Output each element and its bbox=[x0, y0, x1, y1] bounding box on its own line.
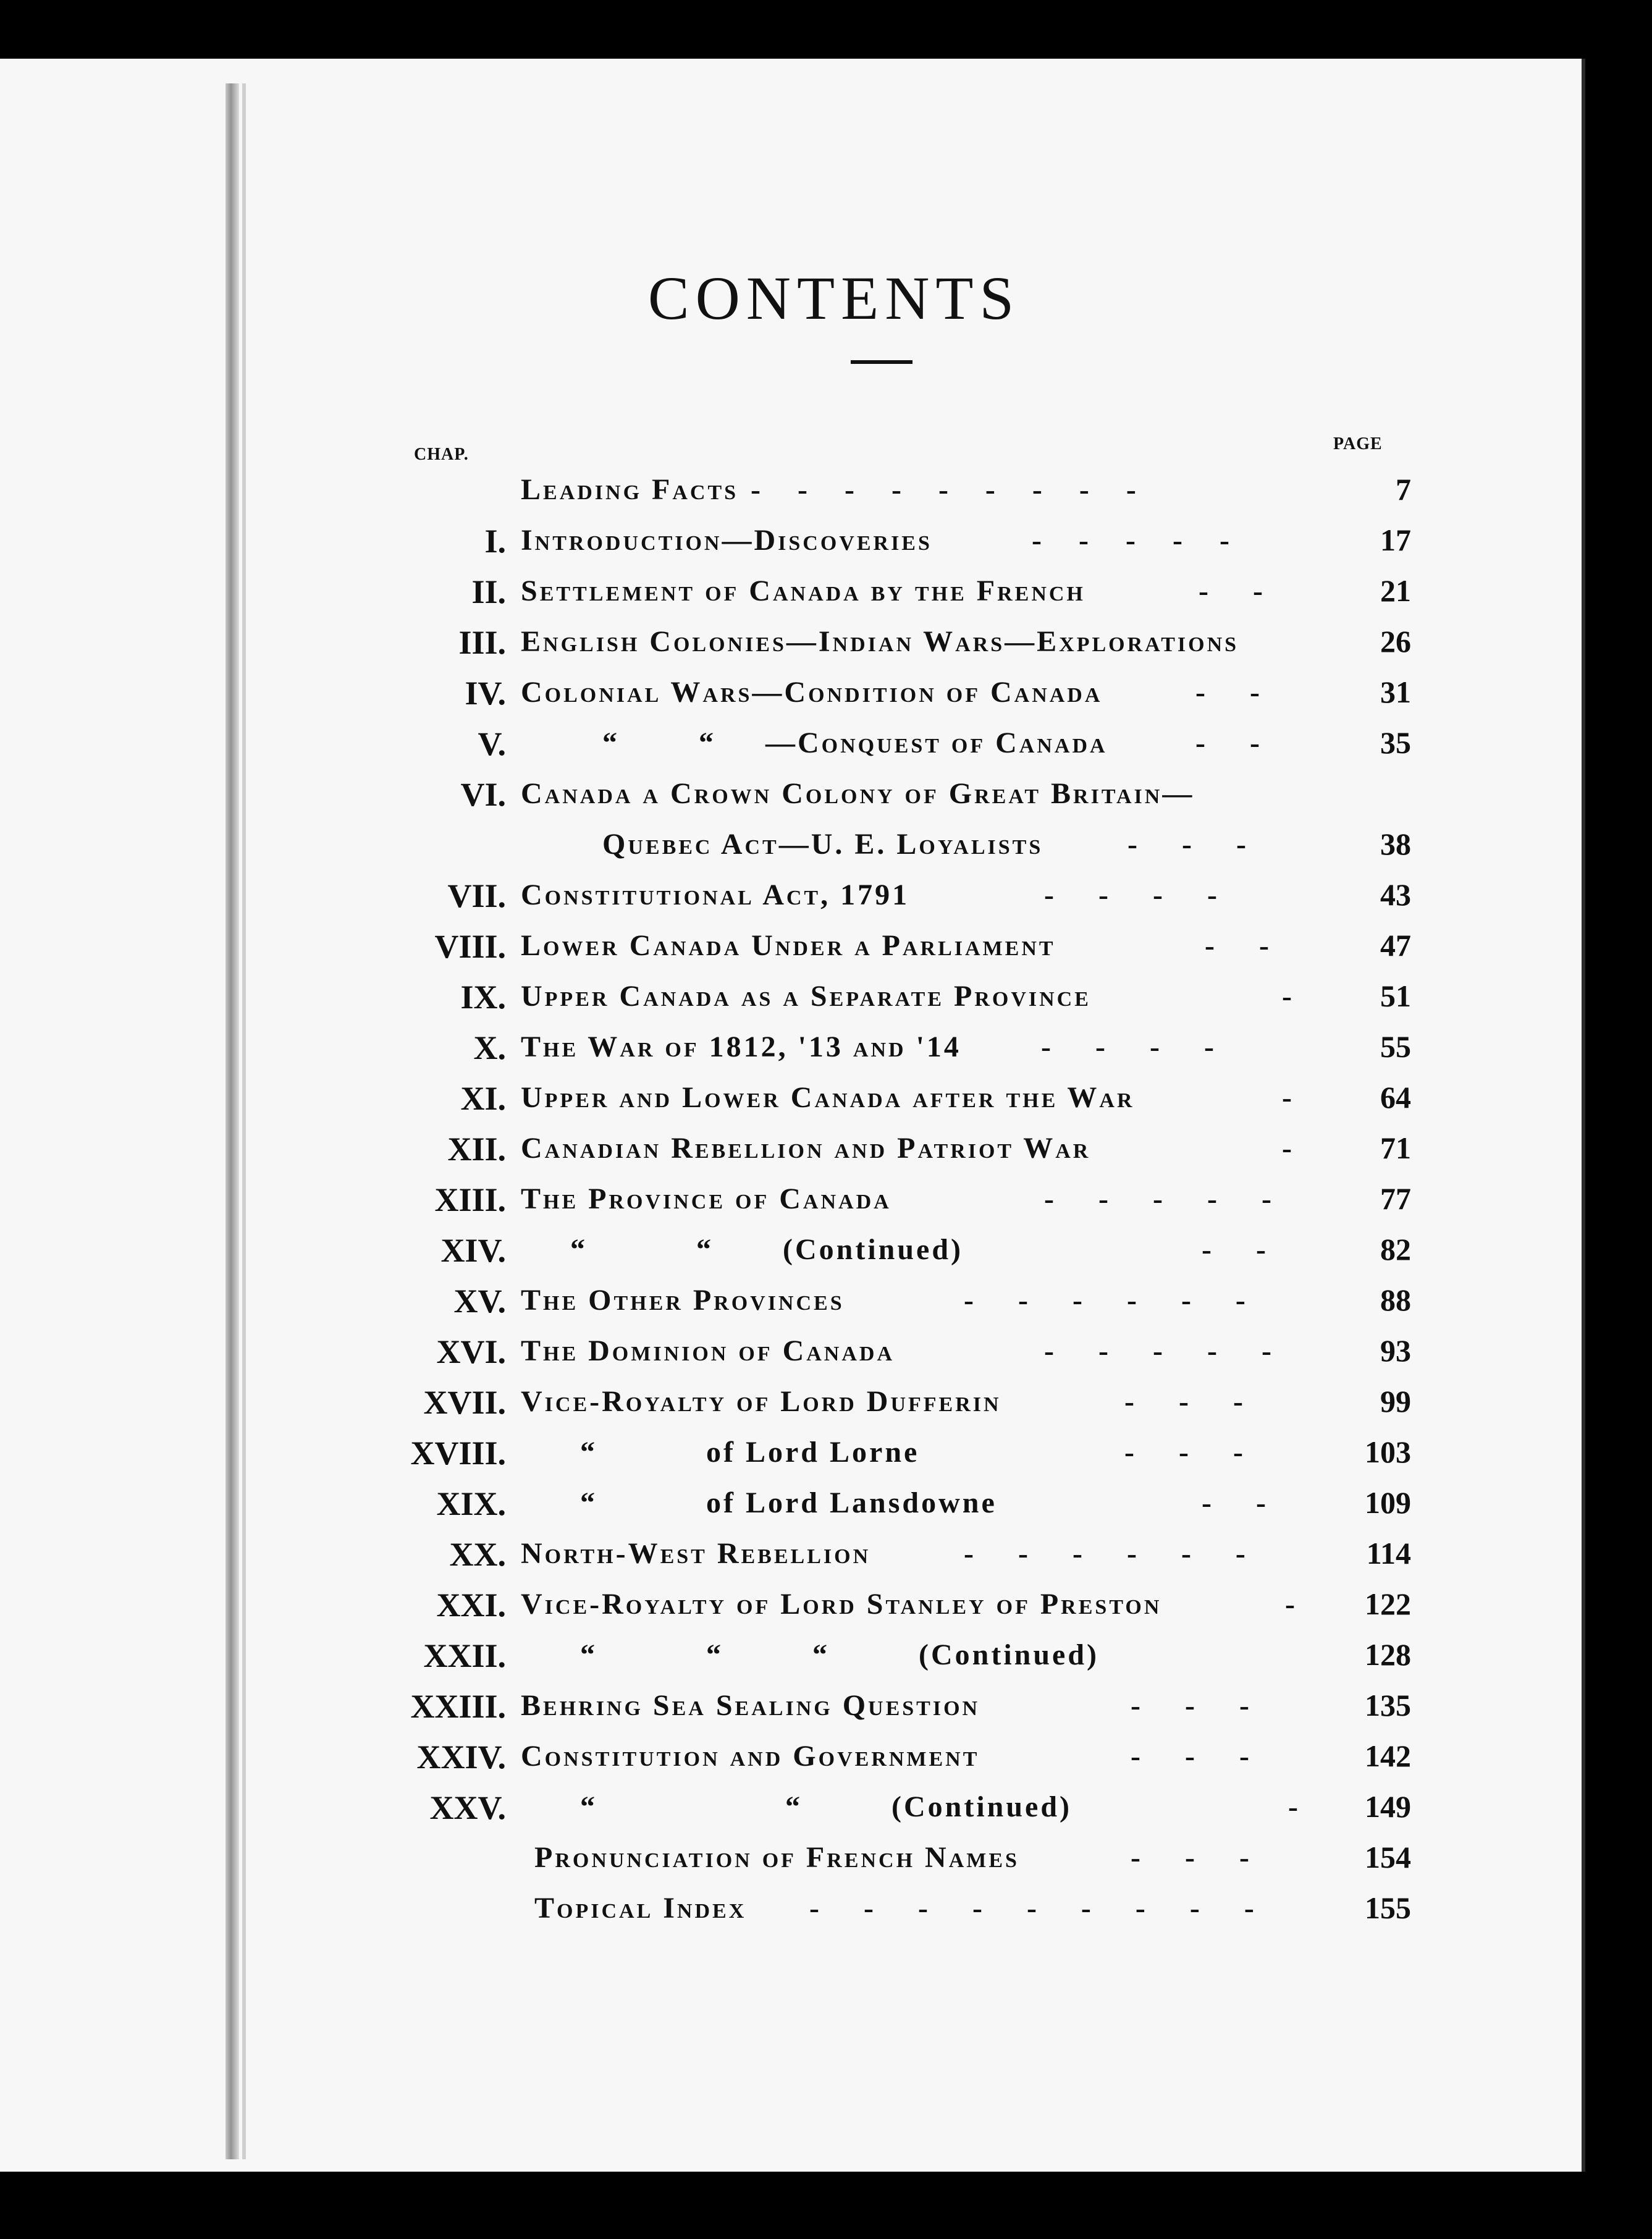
dot-leader: - bbox=[1282, 1081, 1292, 1114]
dot-leader: - - - - - - bbox=[964, 1284, 1245, 1317]
page-number: 88 bbox=[1380, 1283, 1411, 1317]
chapter-number: XI. bbox=[460, 1080, 506, 1117]
chapter-number: XXII. bbox=[423, 1637, 506, 1674]
page-number: 55 bbox=[1380, 1029, 1411, 1064]
toc-entry bbox=[0, 1784, 1652, 1834]
chapter-title: Constitution and Government bbox=[521, 1740, 980, 1773]
chapter-title: Canadian Rebellion and Patriot War bbox=[521, 1132, 1091, 1165]
chapter-title: “ “ “ (Continued) bbox=[521, 1638, 1100, 1671]
toc-entry bbox=[0, 466, 1652, 517]
chapter-title: “ of Lord Lansdowne bbox=[521, 1486, 997, 1519]
chapter-number: XV. bbox=[453, 1283, 506, 1320]
page-number: 26 bbox=[1380, 624, 1411, 659]
toc-entry bbox=[0, 1632, 1652, 1682]
toc-entry bbox=[0, 568, 1652, 618]
dot-leader: - - - bbox=[1127, 828, 1246, 861]
dot-leader: - - - bbox=[1124, 1385, 1243, 1418]
dot-leader: - - - bbox=[1131, 1841, 1249, 1874]
toc-entry bbox=[0, 973, 1652, 1024]
chapter-number: XIX. bbox=[436, 1485, 506, 1522]
chapter-number: XVIII. bbox=[410, 1435, 506, 1472]
toc-entry bbox=[0, 1176, 1652, 1226]
chapter-number: XX. bbox=[449, 1536, 506, 1573]
chapter-title: Topical Index bbox=[534, 1892, 747, 1925]
chapter-title: North-West Rebellion bbox=[521, 1537, 871, 1570]
page-number: 122 bbox=[1365, 1587, 1411, 1621]
chapter-number: I. bbox=[484, 523, 506, 560]
toc-entry bbox=[0, 1277, 1652, 1328]
toc-entry bbox=[0, 1328, 1652, 1378]
chapter-title: Leading Facts bbox=[521, 473, 739, 506]
dot-leader: - - bbox=[1199, 575, 1263, 607]
chapter-number: XVI. bbox=[436, 1333, 506, 1370]
chapter-title: Behring Sea Sealing Question bbox=[521, 1689, 980, 1722]
chapter-column-header: CHAP. bbox=[414, 445, 469, 464]
chapter-title: The War of 1812, '13 and '14 bbox=[521, 1031, 961, 1063]
toc-entry bbox=[0, 1226, 1652, 1277]
chapter-title: Canada a Crown Colony of Great Britain— bbox=[521, 777, 1195, 810]
chapter-title: Colonial Wars—Condition of Canada bbox=[521, 676, 1103, 709]
dot-leader: - - - - bbox=[1041, 1031, 1214, 1063]
page-number: 135 bbox=[1365, 1688, 1411, 1722]
dot-leader: - - - - - - bbox=[964, 1537, 1245, 1570]
page-number: 103 bbox=[1365, 1435, 1411, 1469]
title-rule bbox=[851, 360, 912, 364]
page-number: 47 bbox=[1380, 928, 1411, 963]
dot-leader: - bbox=[1282, 980, 1292, 1013]
chapter-title: “ “ —Conquest of Canada bbox=[602, 727, 1108, 759]
chapter-number: VI. bbox=[460, 776, 506, 813]
page-number: 114 bbox=[1366, 1536, 1411, 1571]
page-number: 155 bbox=[1365, 1891, 1411, 1925]
chapter-number: XXI. bbox=[436, 1587, 506, 1624]
chapter-title: Quebec Act—U. E. Loyalists bbox=[602, 828, 1043, 861]
chapter-title: Introduction—Discoveries bbox=[521, 524, 932, 557]
page-number: 109 bbox=[1365, 1485, 1411, 1520]
toc-entry bbox=[0, 1885, 1652, 1936]
chapter-number: IX. bbox=[460, 979, 506, 1016]
page-number: 99 bbox=[1380, 1384, 1411, 1419]
dot-leader: - - bbox=[1205, 929, 1269, 962]
toc-entry bbox=[0, 1581, 1652, 1632]
toc-entry bbox=[0, 821, 1652, 872]
toc-entry bbox=[0, 872, 1652, 922]
toc-entry bbox=[0, 517, 1652, 568]
chapter-title: Constitutional Act, 1791 bbox=[521, 879, 910, 911]
toc-entry bbox=[0, 1733, 1652, 1784]
toc-entry bbox=[0, 669, 1652, 720]
dot-leader: - - bbox=[1195, 676, 1260, 709]
toc-entry bbox=[0, 1480, 1652, 1530]
toc-entry bbox=[0, 720, 1652, 770]
chapter-number: XVII. bbox=[423, 1384, 506, 1421]
dot-leader: - - - bbox=[1131, 1689, 1249, 1722]
chapter-title: “ of Lord Lorne bbox=[521, 1436, 920, 1469]
page-title: CONTENTS bbox=[647, 264, 1021, 332]
toc-entry bbox=[0, 922, 1652, 973]
chapter-number: XXIII. bbox=[410, 1688, 506, 1725]
page-number: 43 bbox=[1380, 877, 1411, 912]
toc-entry bbox=[0, 1125, 1652, 1176]
toc-entry bbox=[0, 618, 1652, 669]
chapter-number: III. bbox=[458, 624, 506, 661]
toc-entry bbox=[0, 1378, 1652, 1429]
chapter-title: The Dominion of Canada bbox=[521, 1335, 895, 1367]
page-number: 142 bbox=[1365, 1739, 1411, 1773]
dot-leader: - - bbox=[1202, 1233, 1266, 1266]
page-column-header: PAGE bbox=[1333, 434, 1383, 453]
page-number: 154 bbox=[1365, 1840, 1411, 1874]
chapter-title: Vice-Royalty of Lord Stanley of Preston bbox=[521, 1588, 1162, 1621]
chapter-title: Settlement of Canada by the French bbox=[521, 575, 1085, 607]
page-number: 7 bbox=[1396, 472, 1411, 507]
chapter-number: II. bbox=[471, 573, 506, 610]
toc-entry bbox=[0, 1429, 1652, 1480]
dot-leader: - bbox=[1285, 1588, 1295, 1621]
chapter-title: Upper Canada as a Separate Province bbox=[521, 980, 1091, 1013]
dot-leader: - - - bbox=[1124, 1436, 1243, 1469]
page-number: 35 bbox=[1380, 725, 1411, 760]
toc-entry bbox=[0, 1834, 1652, 1885]
dot-leader: - bbox=[1282, 1132, 1292, 1165]
chapter-number: VIII. bbox=[434, 928, 506, 965]
page-number: 38 bbox=[1380, 827, 1411, 861]
dot-leader: - - - - - bbox=[1044, 1183, 1271, 1215]
page-number: 77 bbox=[1380, 1181, 1411, 1216]
toc-entry bbox=[0, 1074, 1652, 1125]
page-number: 93 bbox=[1380, 1333, 1411, 1368]
chapter-number: XXV. bbox=[429, 1789, 506, 1826]
dot-leader: - - - - - bbox=[1032, 524, 1229, 557]
dot-leader: - - - - - bbox=[1044, 1335, 1271, 1367]
chapter-number: VII. bbox=[447, 877, 506, 914]
chapter-title: Upper and Lower Canada after the War bbox=[521, 1081, 1135, 1114]
page-number: 64 bbox=[1380, 1080, 1411, 1115]
chapter-number: IV. bbox=[465, 675, 506, 712]
page-number: 82 bbox=[1380, 1232, 1411, 1267]
page-number: 71 bbox=[1380, 1131, 1411, 1165]
toc-entry bbox=[0, 770, 1652, 821]
dot-leader: - - - bbox=[1131, 1740, 1249, 1773]
chapter-number: XIV. bbox=[440, 1232, 506, 1269]
chapter-title: The Province of Canada bbox=[521, 1183, 891, 1215]
chapter-number: V. bbox=[478, 725, 506, 762]
chapter-title: Lower Canada Under a Parliament bbox=[521, 929, 1056, 962]
chapter-number: X. bbox=[473, 1029, 506, 1066]
page-number: 149 bbox=[1365, 1789, 1411, 1824]
table-of-contents bbox=[0, 466, 1652, 1936]
chapter-number: XII. bbox=[447, 1131, 506, 1168]
page-number: 17 bbox=[1380, 523, 1411, 557]
chapter-title: Vice-Royalty of Lord Dufferin bbox=[521, 1385, 1001, 1418]
chapter-title: “ “ (Continued) bbox=[521, 1233, 964, 1266]
toc-entry bbox=[0, 1024, 1652, 1074]
chapter-title: Pronunciation of French Names bbox=[534, 1841, 1019, 1874]
dot-leader: - bbox=[1288, 1790, 1298, 1823]
chapter-number: XXIV. bbox=[416, 1739, 506, 1776]
page-number: 51 bbox=[1380, 979, 1411, 1013]
toc-entry bbox=[0, 1682, 1652, 1733]
dot-leader: - - bbox=[1202, 1486, 1266, 1519]
page-number: 31 bbox=[1380, 675, 1411, 709]
dot-leader: - - - - bbox=[1044, 879, 1217, 911]
chapter-number: XIII. bbox=[434, 1181, 506, 1218]
dot-leader: - - bbox=[1195, 727, 1260, 759]
toc-entry bbox=[0, 1530, 1652, 1581]
dot-leader: - - - - - - - - - bbox=[751, 473, 1136, 506]
page-number: 128 bbox=[1365, 1637, 1411, 1672]
chapter-title: English Colonies—Indian Wars—Explorations bbox=[521, 625, 1239, 658]
dot-leader: - - - - - - - - - bbox=[809, 1892, 1254, 1925]
chapter-title: The Other Provinces bbox=[521, 1284, 845, 1317]
chapter-title: “ “ (Continued) bbox=[521, 1790, 1073, 1823]
page-number: 21 bbox=[1380, 573, 1411, 608]
